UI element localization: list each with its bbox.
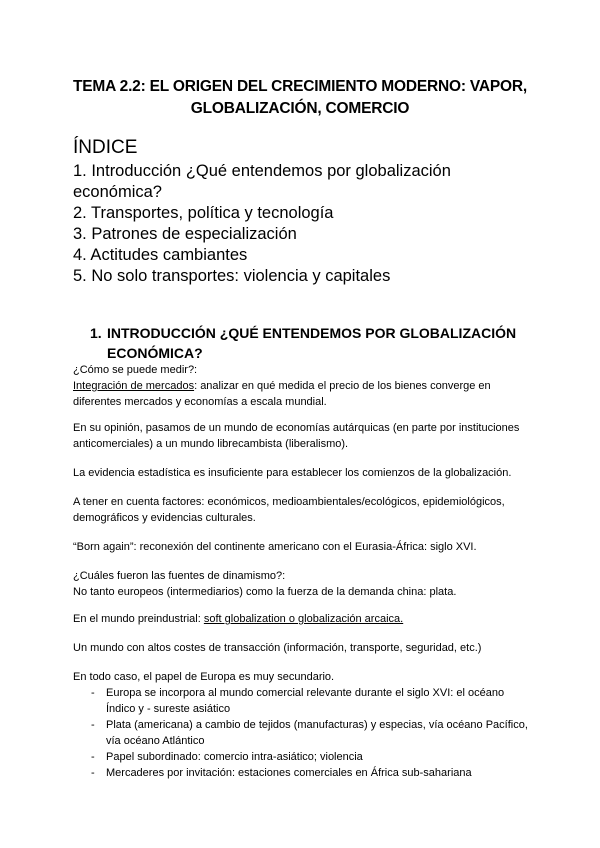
term-market-integration: Integración de mercados — [73, 380, 195, 392]
section-1-title: INTRODUCCIÓN ¿QUÉ ENTENDEMOS POR GLOBALIZACIÓN ECONÓMICA? — [107, 325, 517, 361]
bullet-marker: - — [91, 687, 95, 699]
bullet-marker: - — [91, 751, 95, 763]
document-title — [60, 76, 540, 120]
section-1-number: 1. — [90, 325, 102, 341]
index-heading: ÍNDICE — [73, 137, 138, 158]
paragraph-evidence: La evidencia estadística es insuficiente para establecer los comienzos de la globalización. — [73, 467, 512, 479]
section-1-heading — [90, 323, 540, 363]
bullet-text-1: Europa se incorpora al mundo comercial relevante durante el siglo XVI: el océano Índico y - sureste asiático — [106, 687, 505, 715]
index-item-5: 5. No solo transportes: violencia y capitales — [73, 267, 391, 285]
list-item — [73, 717, 533, 749]
index-item-3: 3. Patrones de especialización — [73, 225, 297, 243]
dynamism-answer: No tanto europeos (intermediarios) como la fuerza de la demanda china: plata. — [73, 586, 457, 598]
paragraph-opinion: En su opinión, pasamos de un mundo de economías autárquicas (en parte por instituciones anticomerciales) a un mundo librecambista (liberalismo). — [73, 422, 520, 450]
paragraph-factors: A tener en cuenta factores: económicos, medioambientales/ecológicos, epidemiológicos, demográficos y evidencias culturales. — [73, 496, 505, 524]
preindustrial-lead: En el mundo preindustrial: — [73, 613, 204, 625]
bullet-list — [73, 685, 533, 781]
index-item-4: 4. Actitudes cambiantes — [73, 246, 248, 264]
paragraph-dynamism — [73, 568, 533, 600]
bullet-text-3: Papel subordinado: comercio intra-asiático; violencia — [106, 751, 363, 763]
measure-answer — [73, 378, 533, 410]
dynamism-question: ¿Cuáles fueron las fuentes de dinamismo?: — [73, 570, 286, 582]
paragraph-preindustrial — [73, 611, 533, 627]
index-item-2: 2. Transportes, política y tecnología — [73, 204, 334, 222]
paragraph-europe-role: En todo caso, el papel de Europa es muy secundario. — [73, 671, 335, 683]
paragraph-born-again: “Born again”: reconexión del continente americano con el Eurasia-África: siglo XVI. — [73, 541, 477, 553]
index-list — [73, 161, 543, 287]
list-item — [73, 749, 533, 765]
paragraph-transaction-costs: Un mundo con altos costes de transacción (información, transporte, seguridad, etc.) — [73, 642, 482, 654]
title-line-2: GLOBALIZACIÓN, COMERCIO — [190, 100, 410, 117]
title-line-1: TEMA 2.2: EL ORIGEN DEL CRECIMIENTO MODERNO: VAPOR, — [73, 78, 527, 95]
bullet-text-2: Plata (americana) a cambio de tejidos (manufacturas) y especias, vía océano Pacífico, vía océano Atlántico — [106, 719, 528, 747]
bullet-marker: - — [91, 719, 95, 731]
index-item-1: 1. Introducción ¿Qué entendemos por globalización económica? — [73, 162, 451, 201]
measure-question: ¿Cómo se puede medir?: — [73, 364, 198, 376]
bullet-marker: - — [91, 767, 95, 779]
bullet-text-4: Mercaderes por invitación: estaciones comerciales en África sub-sahariana — [106, 767, 472, 779]
paragraph-measure — [73, 362, 533, 410]
list-item — [73, 765, 533, 781]
term-soft-globalization: soft globalization o globalización arcaica. — [203, 613, 404, 625]
list-item — [73, 685, 533, 717]
measure-answer-rest: : analizar en qué medida el precio de los bienes converge en diferentes mercados y economías a escala mundial. — [73, 380, 491, 408]
